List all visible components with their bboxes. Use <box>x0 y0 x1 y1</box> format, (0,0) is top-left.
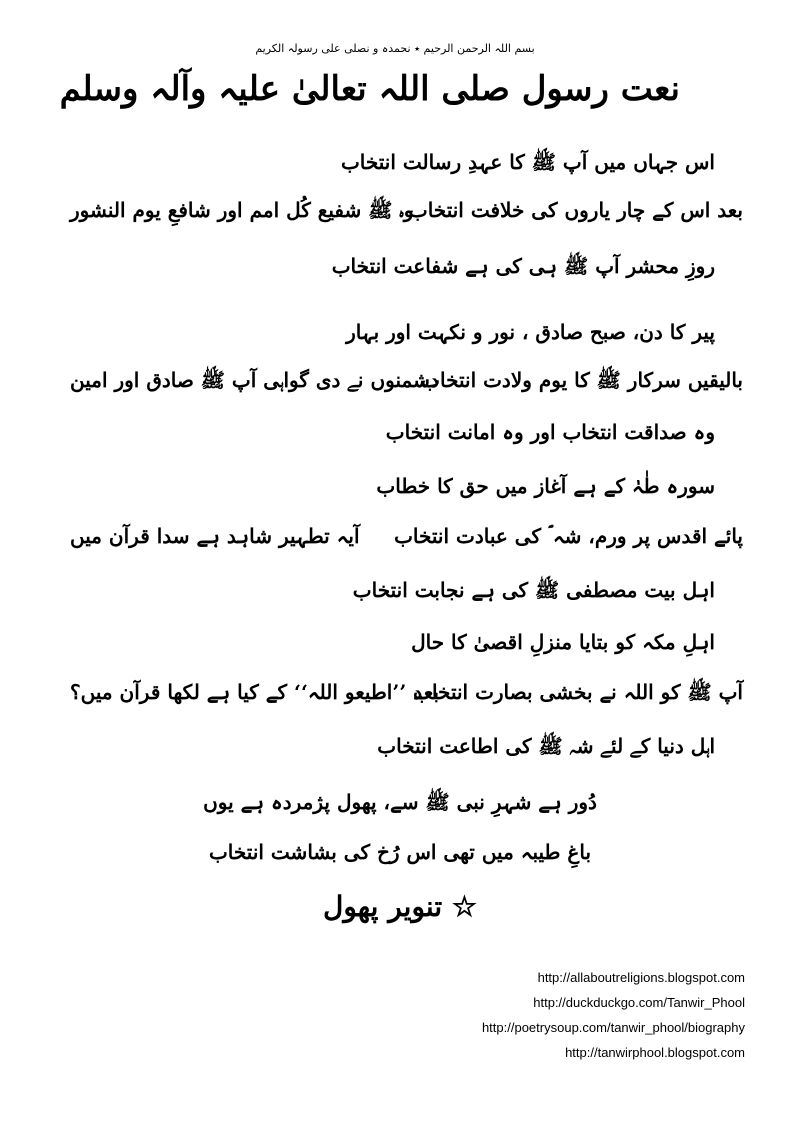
stanza-3-line-1: سورہ طٰہٰ کے ہے آغاز میں حق کا خطاب <box>376 474 715 498</box>
stanza-4-line-2-right: آپ ﷺ کو اللہ نے بخشی بصارت انتخاب <box>413 680 743 704</box>
stanza-3-line-2-left: آیہ تطہیر شاہد ہے سدا قرآن میں <box>70 524 360 548</box>
closing-line-1: دُور ہے شہرِ نبی ﷺ سے، پھول پژمردہ ہے یوں <box>203 790 597 814</box>
bismillah-line: بسم اللہ الرحمن الرحیم ٭ نحمدہ و نصلی علی رسولہ الکریم <box>255 42 535 55</box>
stanza-1-line-3: روزِ محشر آپ ﷺ ہی کی ہے شفاعت انتخاب <box>331 254 715 278</box>
link-duckduckgo[interactable]: http://duckduckgo.com/Tanwir_Phool <box>533 995 745 1010</box>
stanza-4-line-1: اہلِ مکہ کو بتایا منزلِ اقصیٰ کا حال <box>411 630 715 654</box>
page-title: نعت رسول صلی اللہ تعالیٰ علیہ وآلہ وسلم <box>59 69 680 109</box>
stanza-2-line-2-left: دشمنوں نے دی گواہی آپ ﷺ صادق اور امین <box>70 368 439 392</box>
link-tanwirphool-blog[interactable]: http://tanwirphool.blogspot.com <box>565 1045 745 1060</box>
stanza-2-line-1: پیر کا دن، صبح صادق ، نور و نکہت اور بہار <box>346 320 715 344</box>
stanza-4-line-3: اہل دنیا کے لئے شہ ﷺ کی اطاعت انتخاب <box>377 734 715 758</box>
stanza-4-line-2-left: بعد ’’اطیعو اللہ‘‘ کے کیا ہے لکھا قرآن میں؟ <box>70 680 439 704</box>
links-list <box>385 965 745 1065</box>
stanza-1-line-2-left: وہ ﷺ شفیع کُل امم اور شافعِ یوم النشور <box>70 198 414 222</box>
stanza-2-line-3: وہ صداقت انتخاب اور وہ امانت انتخاب <box>385 420 715 444</box>
stanza-1-line-2-right: بعد اس کے چار یاروں کی خلافت انتخاب <box>408 198 743 222</box>
stanza-3-line-3: اہل بیت مصطفی ﷺ کی ہے نجابت انتخاب <box>352 578 715 602</box>
stanza-3-line-2-right: پائے اقدس پر ورم، شہ ؐ کی عبادت انتخاب <box>394 524 743 548</box>
stanza-1-line-1: اس جہاں میں آپ ﷺ کا عہدِ رسالت انتخاب <box>340 150 715 174</box>
link-poetrysoup[interactable]: http://poetrysoup.com/tanwir_phool/biography <box>481 1020 745 1035</box>
closing-line-2: باغِ طیبہ میں تھی اس رُخ کی بشاشت انتخاب <box>208 840 592 864</box>
link-allaboutreligions[interactable]: http://allaboutreligions.blogspot.com <box>537 970 745 985</box>
stanza-2-line-2-right: بالیقیں سرکار ﷺ کا یوم ولادت انتخاب <box>421 368 743 392</box>
poet-signature: ☆ تنویر پھول <box>322 890 478 923</box>
